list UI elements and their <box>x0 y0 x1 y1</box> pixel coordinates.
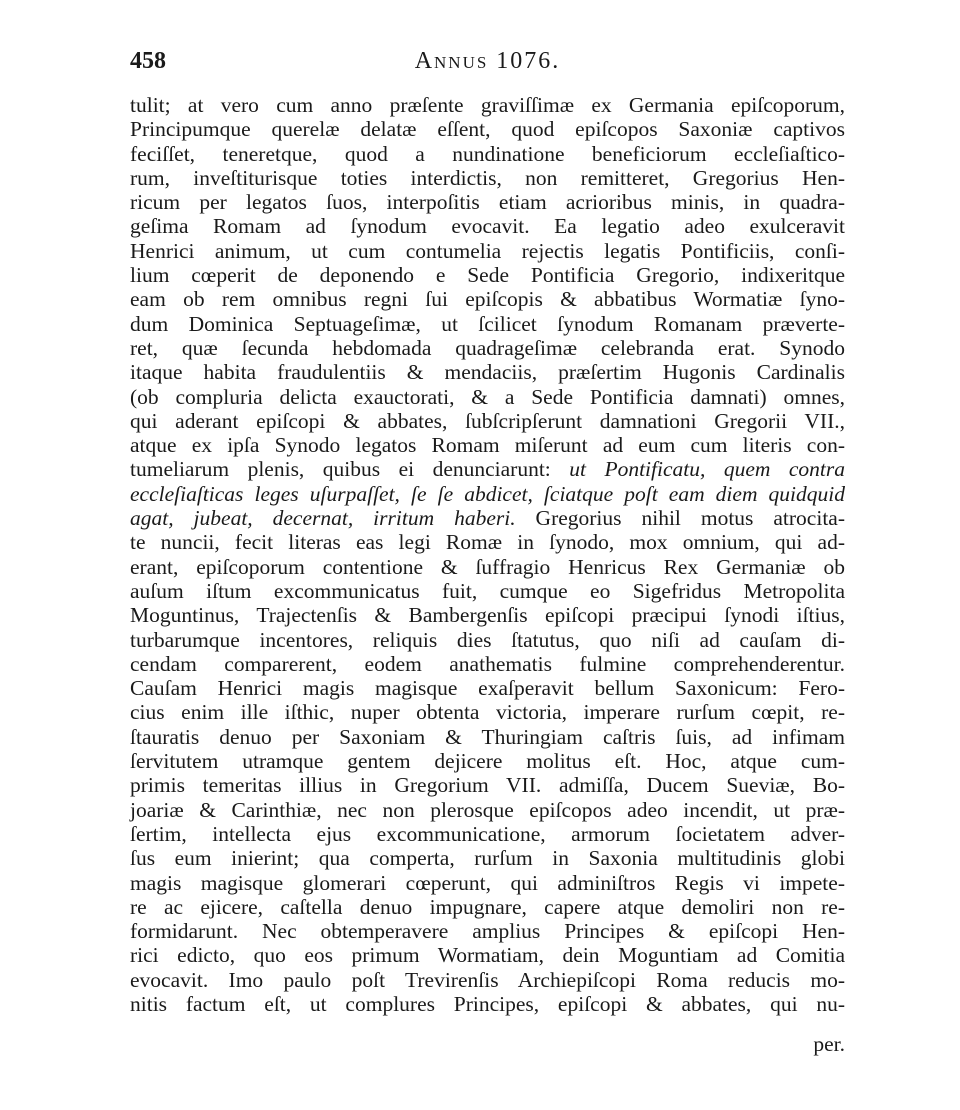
text-line-roman: nitis factum eſt, ut complures Principes, epiſcopi & abbates, qui nu- <box>130 991 845 1016</box>
text-line-italic: ut Pontificatu, quem contra <box>569 457 845 482</box>
text-line-roman: Henrici animum, ut cum contumelia rejectis legatis Pontificiis, conſi- <box>130 238 845 263</box>
text-line-roman: dum Dominica Septuageſimæ, ut ſcilicet ſynodum Romanam præverte- <box>130 311 845 336</box>
text-line <box>130 142 845 166</box>
text-line <box>130 968 845 992</box>
text-line <box>130 312 845 336</box>
text-line <box>130 166 845 190</box>
catchword: per. <box>813 1032 845 1056</box>
text-line-roman: geſima Romam ad ſynodum evocavit. Ea legatio adeo exulceravit <box>130 214 845 239</box>
text-line <box>130 409 845 433</box>
text-line <box>130 555 845 579</box>
text-line <box>130 214 845 238</box>
text-line <box>130 482 845 506</box>
text-line-roman: itaque habita fraudulentiis & mendaciis, præſertim Hugonis Cardinalis <box>130 360 845 385</box>
text-line-roman: magis magisque glomerari cœperunt, qui adminiſtros Regis vi impete- <box>130 870 845 895</box>
text-line-italic: agat, jubeat, decernat, irritum haberi. <box>130 506 516 531</box>
text-line <box>130 506 845 530</box>
text-line <box>130 190 845 214</box>
text-line <box>130 239 845 263</box>
text-line <box>130 360 845 384</box>
text-line-roman: tulit; at vero cum anno præſente graviſſimæ ex Germania epiſcoporum, <box>130 93 845 117</box>
text-line <box>130 603 845 627</box>
text-line <box>130 433 845 457</box>
text-line <box>130 992 845 1016</box>
text-line-roman: ſertim, intellecta ejus excommunicatione, armorum ſocietatem adver- <box>130 821 845 846</box>
text-line <box>130 336 845 360</box>
text-line-roman: ſervitutem utramque gentem dejicere molitus eſt. Hoc, atque cum- <box>130 749 845 774</box>
text-line-roman: tumeliarum plenis, quibus ei denunciarunt: <box>130 457 551 482</box>
text-line-roman: lium cœperit de deponendo e Sede Pontificia Gregorio, indixeritque <box>130 263 845 288</box>
running-head <box>130 48 845 84</box>
text-line-roman: feciſſet, teneretque, quod a nundinatione beneficiorum eccleſiaſtico- <box>130 141 845 166</box>
text-line-roman: re ac ejicere, caſtella denuo impugnare, capere atque demoliri non re- <box>130 894 845 919</box>
text-line <box>130 287 845 311</box>
text-line <box>130 919 845 943</box>
text-line <box>130 263 845 287</box>
text-line-roman: formidarunt. Nec obtemperavere amplius Principes & epiſcopi Hen- <box>130 919 845 944</box>
text-line <box>130 846 845 870</box>
page-number: 458 <box>130 48 166 74</box>
text-line-roman: eam ob rem omnibus regni ſui epiſcopis & abbatibus Wormatiæ ſyno- <box>130 287 845 312</box>
text-line-roman: qui aderant epiſcopi & abbates, ſubſcripſerunt damnationi Gregorii VII., <box>130 408 845 433</box>
text-line-roman: turbarumque incentores, reliquis dies ſtatutus, quo niſi ad cauſam di- <box>130 627 845 652</box>
text-line <box>130 871 845 895</box>
text-line <box>130 700 845 724</box>
text-line-roman: rici edicto, quo eos primum Wormatiam, dein Moguntiam ad Comitia <box>130 943 845 968</box>
text-line <box>130 530 845 554</box>
text-line-roman: Principumque querelæ delatæ eſſent, quod epiſcopos Saxoniæ captivos <box>130 117 845 142</box>
text-line-roman: (ob compluria delicta exauctorati, & a Sede Pontificia damnati) omnes, <box>130 384 845 409</box>
text-line-roman: auſum iſtum excommunicatus fuit, cumque eo Sigefridus Metropolita <box>130 578 845 603</box>
text-line <box>130 385 845 409</box>
text-line <box>130 628 845 652</box>
text-line-roman: ret, quæ ſecunda hebdomada quadrageſimæ celebranda erat. Synodo <box>130 335 845 360</box>
text-line-roman: ricum per legatos ſuos, interpoſitis etiam acrioribus minis, in quadra- <box>130 190 845 215</box>
text-line <box>130 457 845 481</box>
text-line <box>130 725 845 749</box>
text-line <box>130 798 845 822</box>
running-title: Annus 1076. <box>414 48 561 74</box>
text-line-roman: ſtauratis denuo per Saxoniam & Thuringiam caſtris ſuis, ad infimam <box>130 724 845 749</box>
text-line-roman: Cauſam Henrici magis magisque exaſperavit bellum Saxonicum: Fero- <box>130 676 845 701</box>
text-line <box>130 749 845 773</box>
text-line <box>130 943 845 967</box>
text-line-italic: eccleſiaſticas leges uſurpaſſet, ſe ſe abdicet, ſciatque poſt eam diem quidquid <box>130 481 845 506</box>
text-line-roman: primis temeritas illius in Gregorium VII. admiſſa, Ducem Sueviæ, Bo- <box>130 773 845 798</box>
text-line <box>130 773 845 797</box>
text-line-roman: Gregorius nihil motus atrocita- <box>535 506 845 531</box>
text-line <box>130 93 845 117</box>
text-line-roman: ſus eum inierint; qua comperta, rurſum in Saxonia multitudinis globi <box>130 846 845 871</box>
text-line-roman: te nuncii, fecit literas eas legi Romæ in ſynodo, mox omnium, qui ad- <box>130 530 845 555</box>
text-line <box>130 117 845 141</box>
text-line-roman: joariæ & Carinthiæ, nec non plerosque epiſcopos adeo incendit, ut præ- <box>130 797 845 822</box>
text-line-roman: erant, epiſcoporum contentione & ſuffragio Henricus Rex Germaniæ ob <box>130 554 845 579</box>
text-line-roman: cendam comparerent, eodem anathematis fulmine comprehenderentur. <box>130 651 845 676</box>
body-text <box>130 93 845 1016</box>
text-line <box>130 895 845 919</box>
text-line-roman: evocavit. Imo paulo poſt Trevirenſis Archiepiſcopi Roma reducis mo- <box>130 967 845 992</box>
text-line-roman: rum, inveſtiturisque toties interdictis, non remitteret, Gregorius Hen- <box>130 165 845 190</box>
text-line-roman: cius enim ille iſthic, nuper obtenta victoria, imperare rurſum cœpit, re- <box>130 700 845 725</box>
text-line <box>130 652 845 676</box>
text-line <box>130 579 845 603</box>
text-line <box>130 676 845 700</box>
text-line-roman: Moguntinus, Trajectenſis & Bambergenſis epiſcopi præcipui ſynodi iſtius, <box>130 603 845 628</box>
text-line-roman: atque ex ipſa Synodo legatos Romam miſerunt ad eum cum literis con- <box>130 433 845 458</box>
text-line <box>130 822 845 846</box>
